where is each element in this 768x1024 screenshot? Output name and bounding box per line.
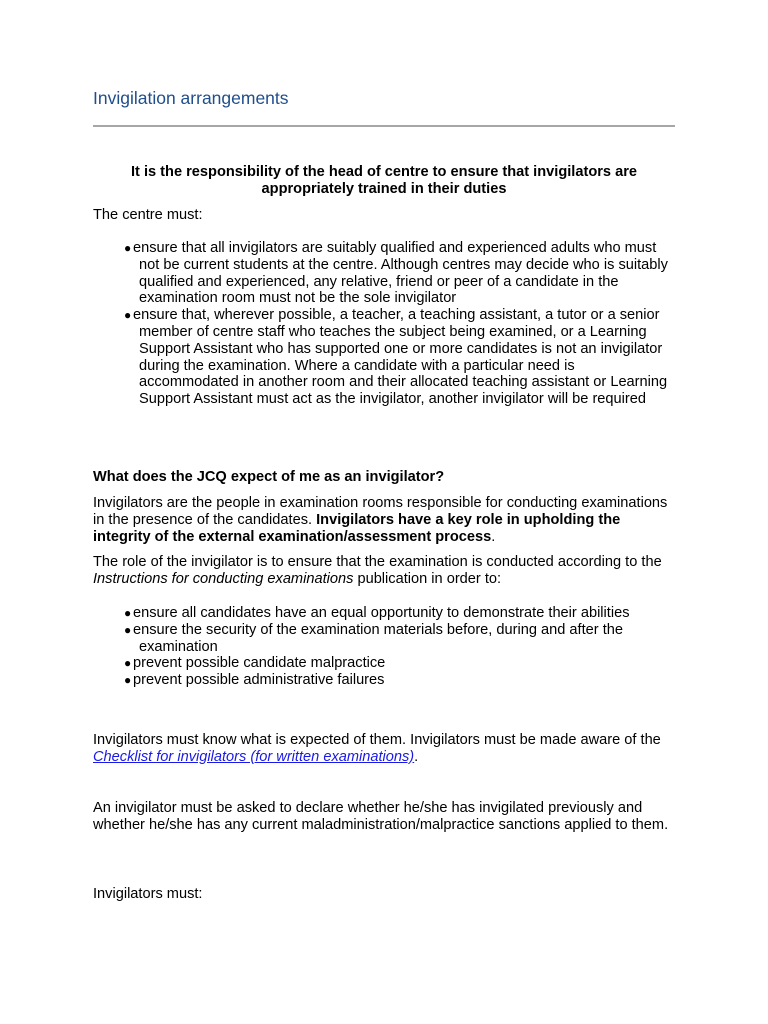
invigilators-must-label: Invigilators must: (93, 886, 203, 902)
list-item (79, 622, 675, 656)
list-item (79, 655, 675, 672)
paragraph-end: . (491, 528, 496, 545)
bullet-icon: ● (124, 241, 132, 255)
paragraph-text: The role of the invigilator is to ensure that the examination is conducted according to the (93, 554, 662, 570)
list-item-text: ensure that, wherever possible, a teacher, a teaching assistant, a tutor or a senior member of centre staff who teaches the subject being examined, or a Learning Support Assistant who has supported one or more candidates is not an invigilator during the examination. Where a candidate with a particular need is accommodated in another room and their allocated teaching assistant or Learning Support Assistant must act as the invigilator, another invigilator will be required (133, 307, 668, 408)
list-item (79, 672, 675, 689)
checklist-link[interactable]: Checklist for invigilators (for written examinations) (93, 748, 415, 765)
paragraph-text-end: publication in order to: (353, 570, 502, 587)
paragraph-bold-text: Invigilators have a key role in upholding the integrity of the external examination/assessment process (93, 511, 621, 545)
paragraph-text: Invigilators must know what is expected of them. Invigilators must be made aware of the (93, 732, 661, 748)
list-item-text: prevent possible candidate malpractice (133, 655, 386, 672)
role-bullet-list (93, 605, 675, 689)
paragraph-text: Invigilators are the people in examination rooms responsible for conducting examinations in the presence of the candidates. (93, 495, 668, 528)
paragraph-declaration: An invigilator must be asked to declare whether he/she has invigilated previously and whether he/she has any current maladministration/malpractice sanctions applied to them. (93, 800, 669, 833)
bullet-icon: ● (124, 673, 132, 688)
paragraph-invigilators-role (93, 495, 675, 545)
bullet-icon: ● (124, 656, 132, 671)
title-divider (93, 125, 675, 127)
list-item (79, 307, 675, 408)
paragraph-role-of-invigilator (93, 554, 675, 588)
page-title: Invigilation arrangements (93, 88, 289, 108)
jcq-heading: What does the JCQ expect of me as an invigilator? (93, 469, 445, 485)
centre-bullet-list (93, 240, 675, 408)
bullet-icon: ● (124, 622, 132, 637)
list-item (79, 240, 675, 307)
list-item-text: ensure that all invigilators are suitably qualified and experienced adults who must not be current students at the centre. Although centres may decide who is suitably qualified and experienced, any relative, friend or peer of a candidate in the examination room must not be the sole invigilator (133, 240, 668, 307)
bullet-icon: ● (124, 606, 132, 620)
publication-title: Instructions for conducting examinations (93, 570, 354, 587)
list-item (79, 605, 675, 622)
list-item-text: prevent possible administrative failures (133, 672, 385, 689)
bullet-icon: ● (124, 308, 132, 323)
paragraph-text-end: . (414, 748, 419, 765)
list-item-text: ensure the security of the examination materials before, during and after the examination (133, 621, 623, 655)
paragraph-checklist (93, 732, 675, 766)
lead-statement: It is the responsibility of the head of centre to ensure that invigilators are appropriately trained in their duties (130, 164, 637, 197)
centre-must-label: The centre must: (93, 207, 203, 223)
list-item-text: ensure all candidates have an equal opportunity to demonstrate their abilities (133, 605, 630, 621)
